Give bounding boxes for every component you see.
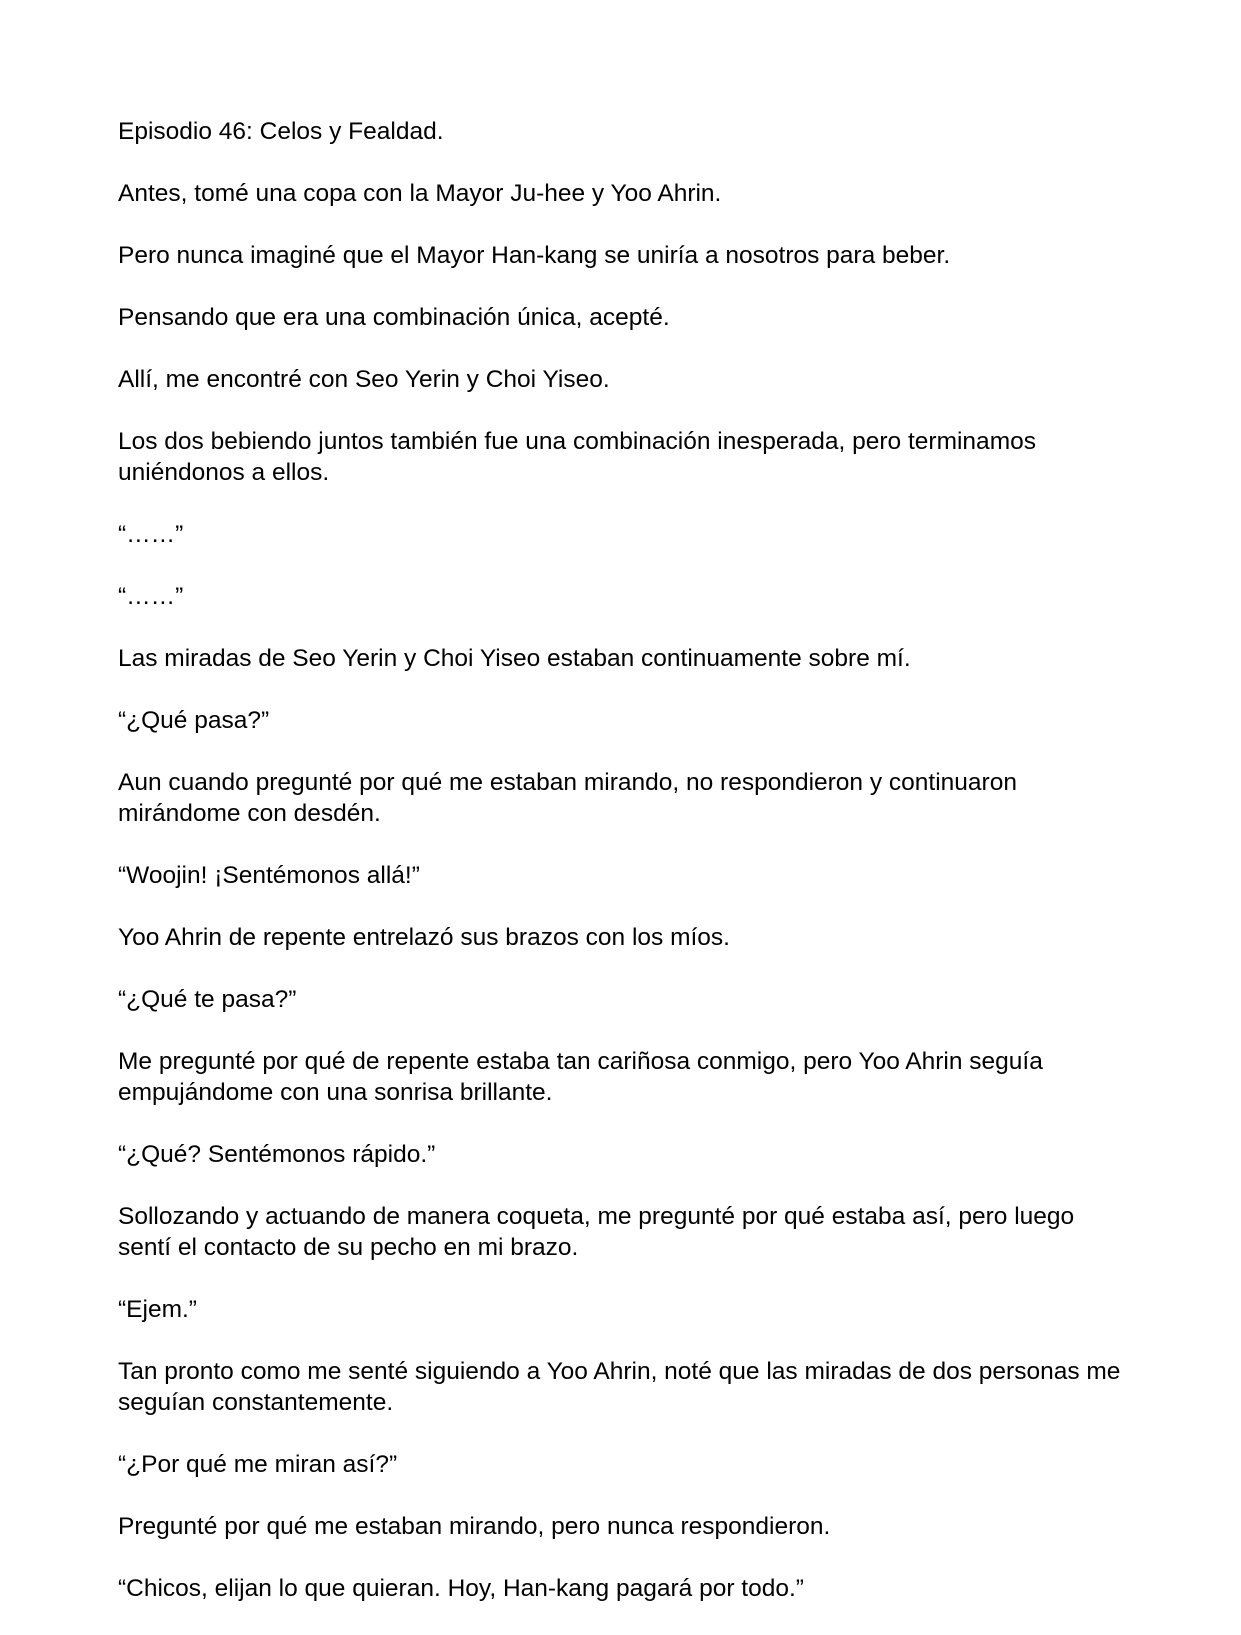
dialogue: “¿Qué? Sentémonos rápido.” (118, 1141, 436, 1168)
paragraph: Allí, me encontré con Seo Yerin y Choi Yiseo. (118, 366, 610, 393)
paragraph: Pero nunca imaginé que el Mayor Han-kang se uniría a nosotros para beber. (118, 242, 951, 269)
paragraph: Sollozando y actuando de manera coqueta, me pregunté por qué estaba así, pero luego sentí el contacto de su pecho en mi brazo. (118, 1203, 1075, 1261)
dialogue: “¿Por qué me miran así?” (118, 1451, 398, 1478)
paragraph: Los dos bebiendo juntos también fue una combinación inesperada, pero terminamos uniéndonos a ellos. (118, 428, 1036, 486)
document-body (118, 116, 1128, 1635)
paragraph: Yoo Ahrin de repente entrelazó sus brazos con los míos. (118, 924, 730, 951)
dialogue: “¿Qué te pasa?” (118, 986, 297, 1013)
paragraph: Me pregunté por qué de repente estaba tan cariñosa conmigo, pero Yoo Ahrin seguía empujándome con una sonrisa brillante. (118, 1048, 1043, 1106)
dialogue: “Ejem.” (118, 1296, 197, 1323)
episode-title: Episodio 46: Celos y Fealdad. (118, 118, 444, 145)
dialogue: “Chicos, elijan lo que quieran. Hoy, Han-kang pagará por todo.” (118, 1575, 804, 1602)
paragraph: Pregunté por qué me estaban mirando, pero nunca respondieron. (118, 1513, 831, 1540)
dialogue: “……” (118, 521, 184, 548)
dialogue: “Woojin! ¡Sentémonos allá!” (118, 862, 420, 889)
dialogue: “……” (118, 583, 184, 610)
paragraph: Antes, tomé una copa con la Mayor Ju-hee y Yoo Ahrin. (118, 180, 722, 207)
paragraph: Tan pronto como me senté siguiendo a Yoo Ahrin, noté que las miradas de dos personas me seguían constantemente. (118, 1358, 1121, 1416)
paragraph: Aun cuando pregunté por qué me estaban mirando, no respondieron y continuaron mirándome con desdén. (118, 769, 1017, 827)
paragraph: Las miradas de Seo Yerin y Choi Yiseo estaban continuamente sobre mí. (118, 645, 911, 672)
dialogue: “¿Qué pasa?” (118, 707, 270, 734)
paragraph: Pensando que era una combinación única, acepté. (118, 304, 670, 331)
